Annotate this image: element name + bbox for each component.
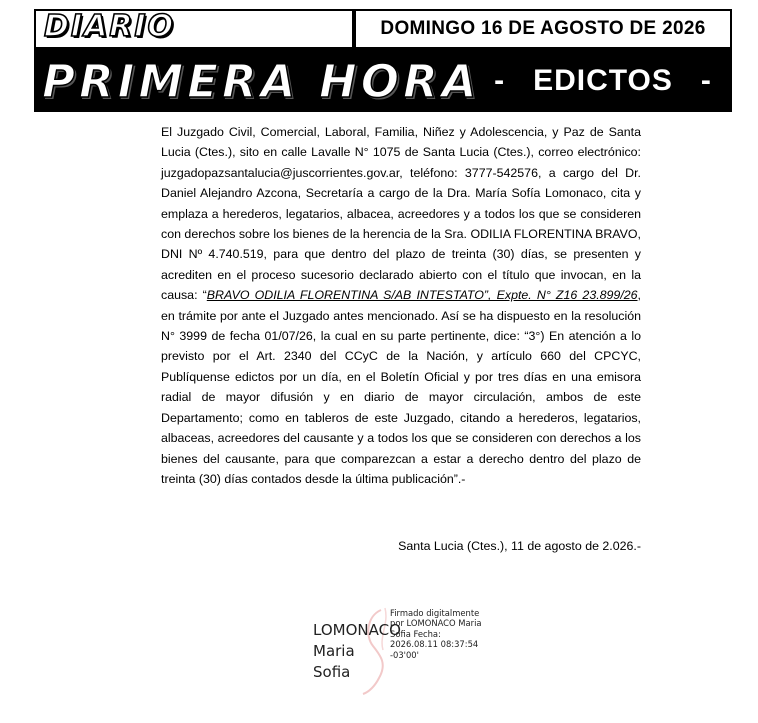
edict-paragraph [161, 122, 641, 489]
brand-top-text: DIARIO [44, 9, 176, 44]
edition-date: DOMINGO 16 DE AGOSTO DE 2026 [354, 9, 732, 49]
section-dash-left: - [494, 63, 506, 97]
edict-closing: Santa Lucia (Ctes.), 11 de agosto de 2.026.- [398, 539, 641, 553]
masthead [34, 9, 732, 112]
digital-signature [313, 606, 483, 706]
signature-stamp: Firmado digitalmente por LOMONACO Maria Sofia Fecha: 2026.08.11 08:37:54 -03'00' [390, 608, 482, 660]
section-title: EDICTOS [533, 63, 673, 97]
section-dash-right: - [700, 63, 712, 97]
masthead-logo-box [34, 9, 354, 49]
section-label [474, 49, 732, 112]
edict-intro: El Juzgado Civil, Comercial, Laboral, Familia, Niñez y Adolescencia, y Paz de Santa Lucia (Ctes.), sito en calle Lavalle N° 1075 de Santa Lucia (Ctes.), correo electrónico: juzgadopazsantalucia@juscorrientes.gov.ar, teléfono: 3777-542576, a cargo del Dr. Daniel Alejandro Azcona, Secretaría a cargo de la Dra. María Sofía Lomonaco, cita y emplaza a herederos, legatarios, albacea, acreedores y a todos los que se consideren con derechos sobre los bienes de la herencia de la Sra. ODILIA FLORENTINA BRAVO, DNI Nº 4.740.519, para que dentro del plazo de treinta (30) días, se presenten y acrediten en el proceso sucesorio declarado abierto con el título que invocan, en la causa: “ [161, 125, 641, 303]
signer-name: LOMONACO Maria Sofia [313, 621, 401, 681]
edict-body [161, 122, 641, 489]
edict-text: , en trámite por ante el Juzgado antes mencionado. Así se ha dispuesto en la resolución N° 3999 de fecha 01/07/26, la cual en su parte pertinente, dice: “3°) En atención a lo previsto por el Art. 2340 del CCyC de la Nación, y artículo 660 del CPCYC, Publíquense edictos por un día, en el Boletín Oficial y por tres días en una emisora radial de mayor difusión y en diario de mayor circulación, ambos de este Departamento; como en tableros de este Juzgado, citando a herederos, legatarios, albaceas, acreedores del causante y a todos los que se consideren con derechos a los bienes del causante, para que comparezcan a estar a derecho dentro del plazo de treinta (30) días contados desde la última publicación”.- [161, 288, 641, 486]
brand-main-text: PRIMERA HORA [42, 55, 481, 108]
case-reference: BRAVO ODILIA FLORENTINA S/AB INTESTATO”, Expte. N° Z16 23.899/26 [206, 288, 638, 303]
